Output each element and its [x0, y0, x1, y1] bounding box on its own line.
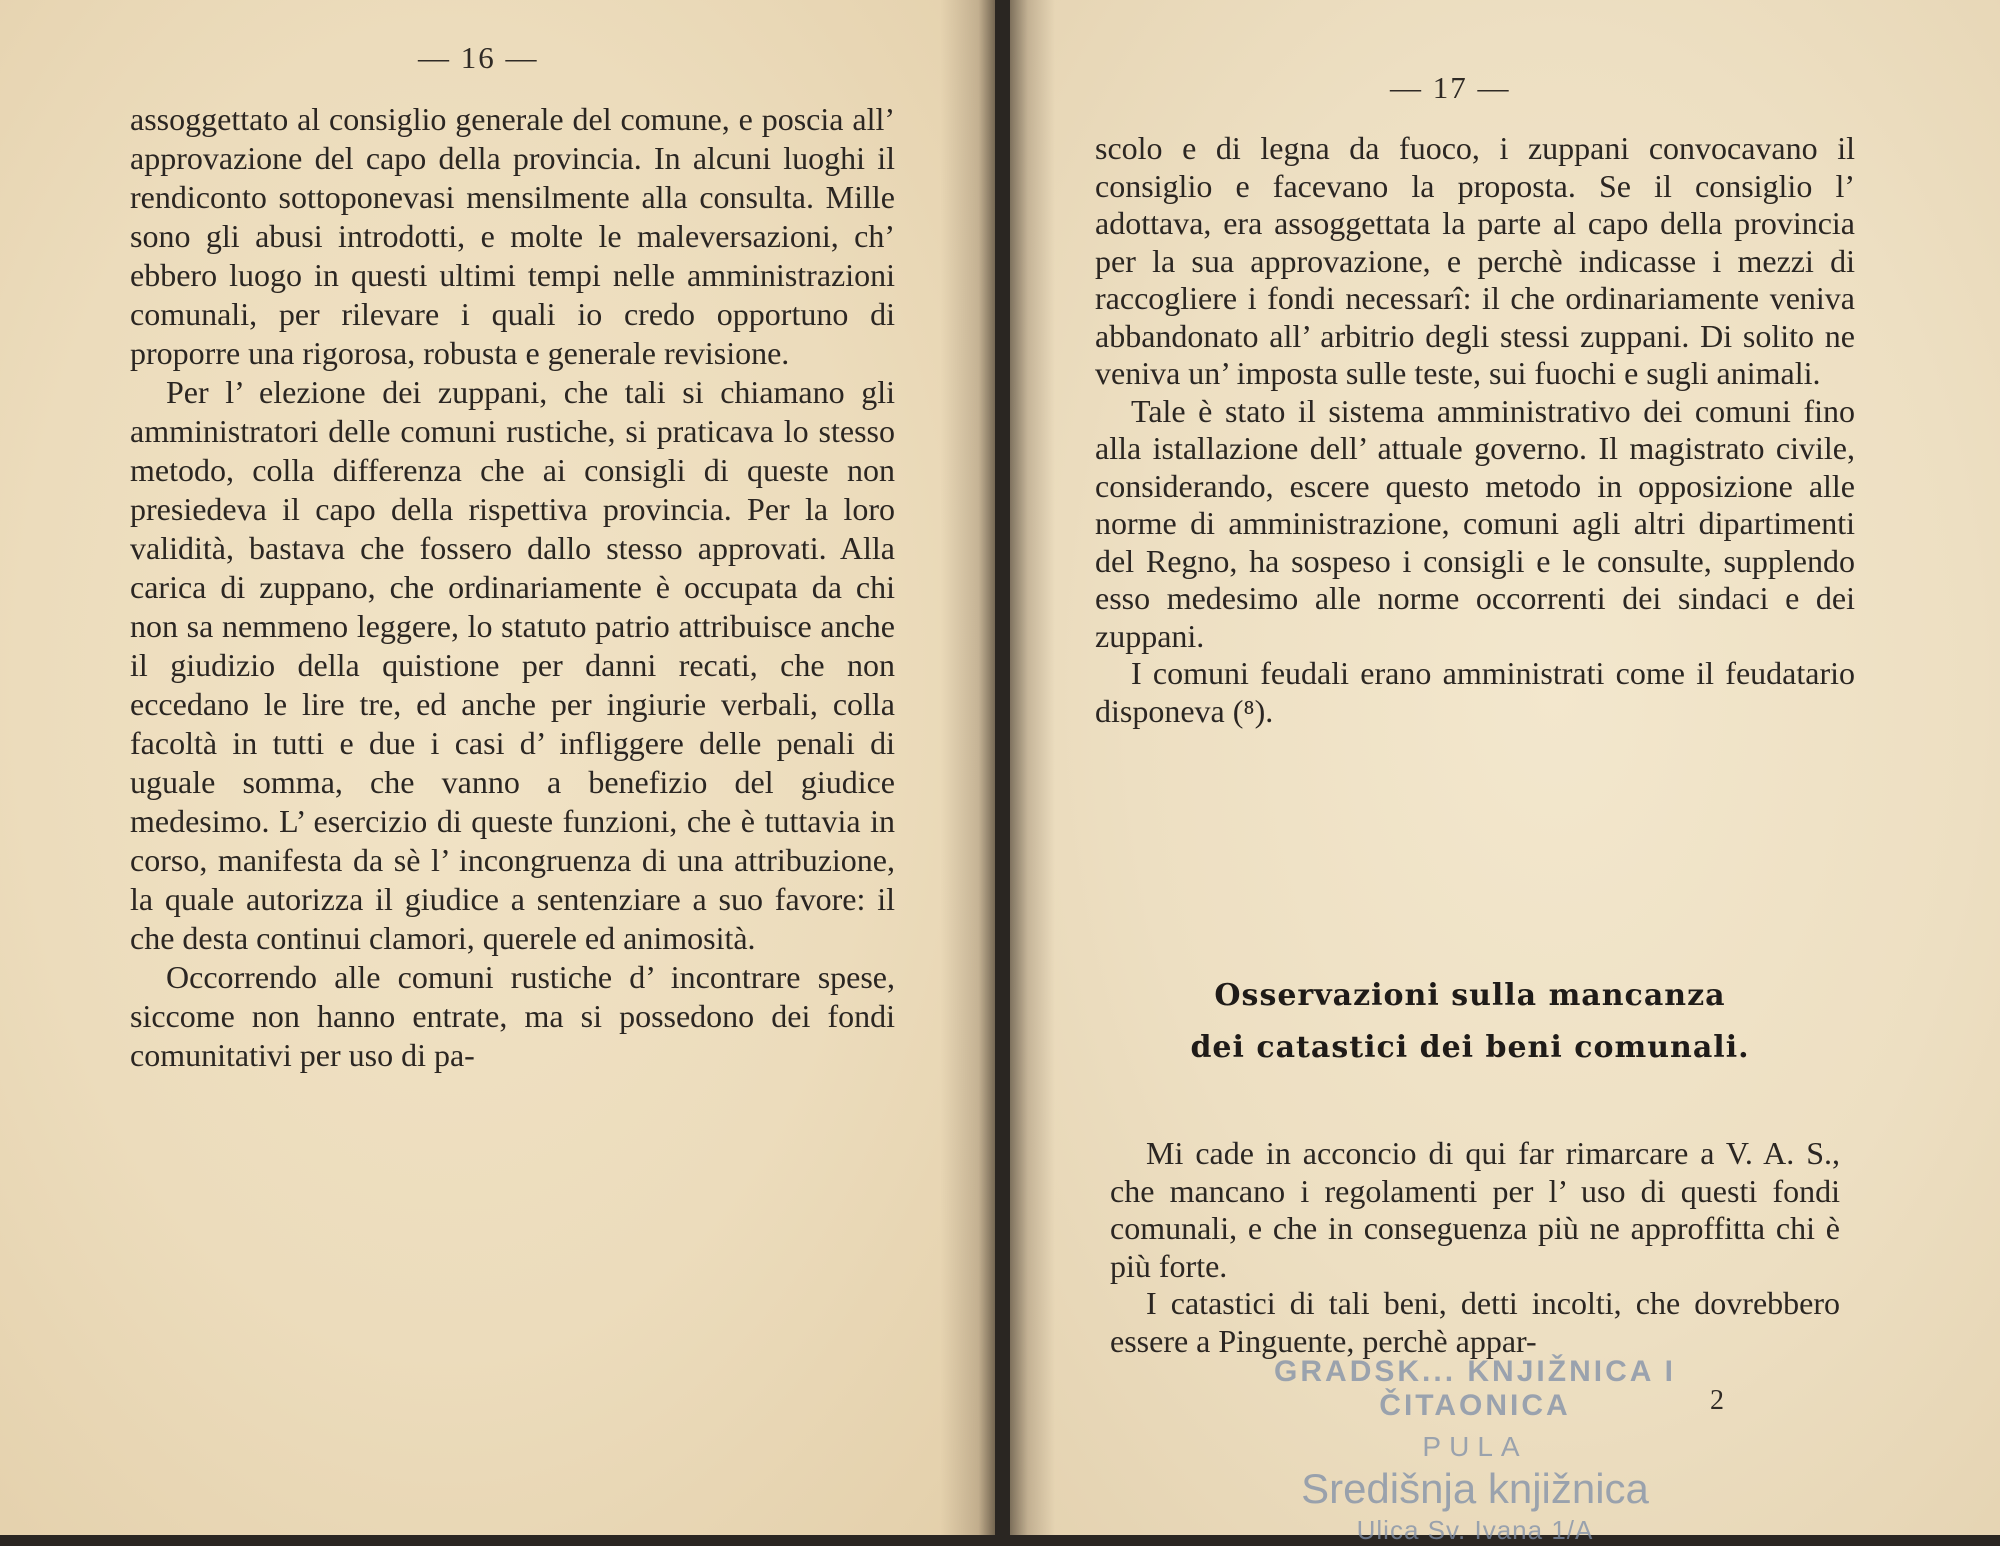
right-paragraph-3: I comuni feudali erano amministrati come il feudatario disponeva (⁸). [1095, 655, 1855, 729]
right-page [1010, 0, 2000, 1535]
right-paragraph-4: Mi cade in acconcio di qui far rimarcare a V. A. S., che mancano i regolamenti per l’ uso di questi fondi comunali, e che in conseguenza più ne approffitta chi è più forte. [1110, 1135, 1840, 1284]
right-gutter-shadow [1010, 0, 1055, 1535]
right-paragraph-5: I catastici di tali beni, detti incolti, che dovrebbero essere a Pinguente, perchè appar- [1110, 1285, 1840, 1359]
right-page-body-bottom [1110, 1135, 1840, 1360]
signature-mark: 2 [1710, 1385, 1724, 1416]
section-heading-line-2: dei catastici dei beni comunali. [1190, 1030, 1750, 1065]
right-paragraph-2: Tale è stato il sistema amministrativo dei comuni fino alla istallazione dell’ attuale governo. Il magistrato civile, considerando, escere questo metodo in opposizione alle norme di amministrazione, comuni agli altri dipartimenti del Regno, ha sospeso i consigli e le consulte, supplendo esso medesimo alle norme occorrenti dei sindaci e dei zuppani. [1095, 392, 1855, 654]
right-paragraph-1: scolo e di legna da fuoco, i zuppani convocavano il consiglio e facevano la proposta. Se il consiglio l’ adottava, era assoggettata la parte al capo della provincia per la sua approvazione, e perchè indicasse i mezzi di raccogliere i fondi necessarî: il che ordinariamente veniva abbandonato all’ arbitrio degli stessi zuppani. Di solito ne veniva un’ imposta sulle teste, sui fuochi e sugli animali. [1095, 130, 1855, 391]
library-stamp [1225, 1355, 1725, 1545]
left-paragraph-3: Occorrendo alle comuni rustiche d’ incontrare spese, siccome non hanno entrate, ma si possedono dei fondi comunitativi per uso di pa- [130, 959, 895, 1073]
left-paragraph-1: assoggettato al consiglio generale del comune, e poscia all’ approvazione del capo della provincia. In alcuni luoghi il rendiconto sottoponevasi mensilmente alla consulta. Mille sono gli abusi introdotti, e molte le maleversazioni, ch’ ebbero luogo in questi ultimi tempi nelle amministrazioni comunali, per rilevare i quali io credo opportuno di proporre una rigorosa, robusta e generale revisione. [130, 101, 895, 371]
stamp-line-4: Ulica Sv. Ivana 1/A [1356, 1515, 1594, 1545]
stamp-line-1: GRADSK... KNJIŽNICA I ČITAONICA [1274, 1355, 1676, 1422]
left-page-body [130, 100, 895, 1075]
left-page [0, 0, 995, 1535]
page-number-right: — 17 — [1390, 70, 1511, 105]
left-paragraph-2: Per l’ elezione dei zuppani, che tali si chiamano gli amministratori delle comuni rustiche, si praticava lo stesso metodo, colla differenza che ai consigli di queste non presiedeva il capo della rispettiva provincia. Per la loro validità, bastava che fossero dallo stesso approvati. Alla carica di zuppano, che ordinariamente è occupata da chi non sa nemmeno leggere, lo statuto patrio attribuisce anche il giudizio della quistione per danni recati, che non eccedano le lire tre, ed anche per ingiurie verbali, colla facoltà in tutti e due i casi d’ infliggere delle penali di uguale somma, che vanno a benefizio del giudice medesimo. L’ esercizio di queste funzioni, che è tuttavia in corso, manifesta da sè l’ incongruenza di una attribuzione, la quale autorizza il giudice a sentenziare a suo favore: il che desta continui clamori, querele ed animosità. [130, 374, 895, 956]
stamp-line-3: Središnja knjižnica [1301, 1465, 1649, 1512]
section-heading-line-1: Osservazioni sulla mancanza [1214, 978, 1726, 1013]
right-page-body-top [1095, 130, 1855, 730]
stamp-line-2: PULA [1422, 1431, 1528, 1462]
left-gutter-shadow [940, 0, 995, 1535]
page-number-left: — 16 — [418, 40, 539, 75]
